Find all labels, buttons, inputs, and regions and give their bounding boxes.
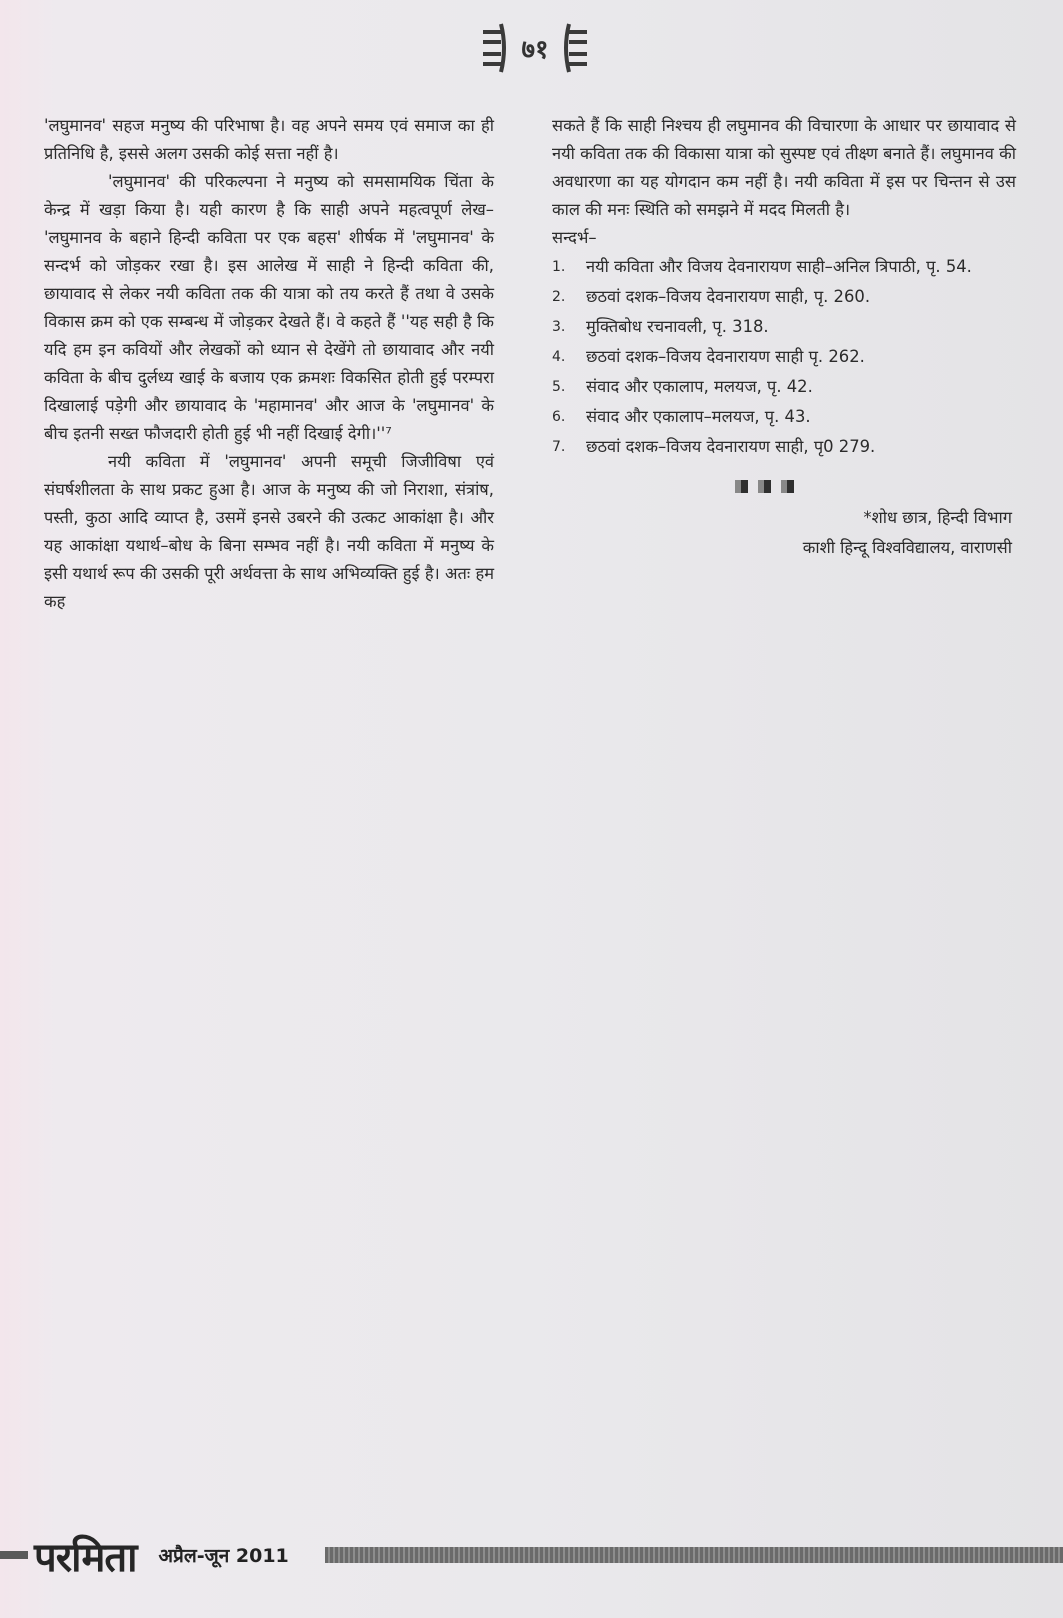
reference-number: 4. (552, 349, 566, 365)
end-mark-icon (758, 480, 771, 493)
reference-item (552, 282, 1016, 312)
left-column (44, 112, 494, 616)
reference-item (552, 342, 1016, 372)
page-footer (0, 1530, 1063, 1580)
paragraph-continued: सकते हैं कि साही निश्चय ही लघुमानव की विचारणा के आधार पर छायावाद से नयी कविता तक की विकासा यात्रा को सुस्पष्ट एवं तीक्ष्ण बनाते हैं। लघुमानव की अवधारणा का यह योगदान कम नहीं है। नयी कविता में इस पर चिन्तन से उस काल की मनः स्थिति को समझने में मदद मिलती है। (552, 116, 1016, 219)
reference-text: संवाद और एकालाप, मलयज, पृ. 42. (586, 377, 813, 396)
end-of-article-marks (552, 480, 1016, 493)
reference-item (552, 432, 1016, 462)
reference-number: 3. (552, 319, 566, 335)
reference-number: 7. (552, 439, 566, 455)
end-mark-icon (735, 480, 748, 493)
reference-item (552, 252, 1016, 282)
reference-text: संवाद और एकालाप–मलयज, पृ. 43. (586, 407, 811, 426)
end-mark-icon (781, 480, 794, 493)
footer-rule-right (325, 1547, 1063, 1563)
reference-number: 2. (552, 289, 566, 305)
page-number: ७१ (521, 35, 549, 65)
reference-text: मुक्तिबोध रचनावली, पृ. 318. (586, 317, 769, 336)
reference-number: 5. (552, 379, 566, 395)
reference-text: छठवां दशक–विजय देवनारायण साही, पृ0 279. (586, 437, 876, 456)
reference-text: छठवां दशक–विजय देवनारायण साही, पृ. 260. (586, 287, 871, 306)
reference-item (552, 372, 1016, 402)
footer-rule-left (0, 1551, 28, 1559)
reference-number: 1. (552, 259, 566, 275)
issue-date: अप्रैल-जून 2011 (158, 1545, 289, 1567)
journal-logo: परमिता (34, 1533, 137, 1581)
reference-item (552, 402, 1016, 432)
paragraph-3: नयी कविता में 'लघुमानव' अपनी समूची जिजीविषा एवं संघर्षशीलता के साथ प्रकट हुआ है। आज के मनुष्य की जो निराशा, संत्रांष, पस्ती, कुठा आदि व्याप्त है, उसमें इनसे उबरने की उत्कट आकांक्षा है। और यह आकांक्षा यथार्थ–बोध के बिना सम्भव नहीं है। नयी कविता में मनुष्य के इसी यथार्थ रूप की उसकी पूरी अर्थवत्ता के साथ अभिव्यक्ति हुई है। अतः हम कह (44, 452, 494, 611)
left-bracket-ornament (481, 20, 511, 76)
reference-text: छठवां दशक–विजय देवनारायण साही पृ. 262. (586, 347, 865, 366)
right-column (552, 112, 1016, 563)
paragraph-1: 'लघुमानव' सहज मनुष्य की परिभाषा है। वह अपने समय एवं समाज का ही प्रतिनिधि है, इससे अलग उसकी कोई सत्ता नहीं है। (44, 116, 494, 163)
author-affiliation-line-1: *शोध छात्र, हिन्दी विभाग (863, 508, 1012, 527)
right-bracket-ornament (559, 20, 589, 76)
reference-item (552, 312, 1016, 342)
paragraph-2: 'लघुमानव' की परिकल्पना ने मनुष्य को समसामयिक चिंता के केन्द्र में खड़ा किया है। यही कारण है कि साही अपने महत्वपूर्ण लेख– 'लघुमानव के बहाने हिन्दी कविता पर एक बहस' शीर्षक में 'लघुमानव' के सन्दर्भ को जोड़कर रखा है। इस आलेख में साही ने हिन्दी कविता की, छायावाद से लेकर नयी कविता तक की यात्रा को तय करते हैं तथा वे उसके विकास क्रम को एक सम्बन्ध में जोड़कर देखते हैं। वे कहते हैं ''यह सही है कि यदि हम इन कवियों और लेखकों को ध्यान से देखेंगे तो छायावाद और नयी कविता के बीच दुर्लध्य खाई के बजाय एक क्रमशः विकसित होती हुई परम्परा दिखालाई पड़ेगी और छायावाद के 'महामानव' और आज के 'लघुमानव' के बीच इतनी सख्त फौजदारी होती हुई भी नहीं दिखाई देगी।''⁷ (44, 172, 494, 443)
reference-text: नयी कविता और विजय देवनारायण साही–अनिल त्रिपाठी, पृ. 54. (586, 257, 972, 276)
author-affiliation-line-2: काशी हिन्दू विश्वविद्यालय, वाराणसी (802, 538, 1012, 557)
page-header (460, 18, 610, 78)
references-title: सन्दर्भ– (552, 228, 597, 247)
reference-number: 6. (552, 409, 566, 425)
